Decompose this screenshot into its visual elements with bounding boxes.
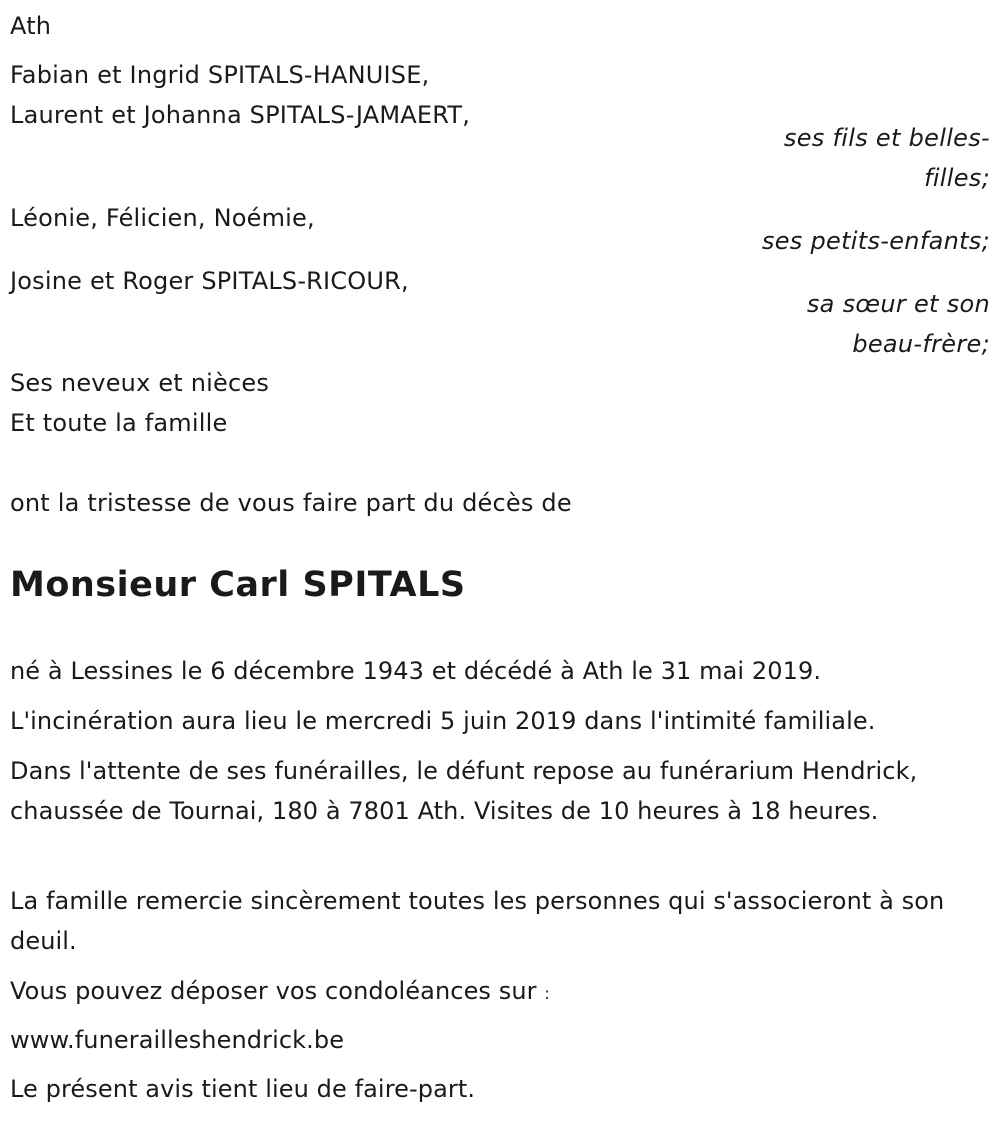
condolences-text: Vous pouvez déposer vos condoléances sur (10, 977, 537, 1005)
sons-role-line-2: filles; (924, 164, 990, 192)
grandchildren-names: Léonie, Félicien, Noémie, (10, 204, 315, 232)
grandchildren-role: ses petits-enfants; (761, 227, 990, 255)
rest-paragraph: Dans l'attente de ses funérailles, le défunt repose au funérarium Hendrick, chaussée de Tournai, 180 à 7801 Ath. Visites de 10 heures à 18 heures. (10, 757, 918, 825)
announcement-text: ont la tristesse de vous faire part du décès de (10, 489, 572, 517)
website-link: www.funerailleshendrick.be (10, 1026, 345, 1054)
sons-line-2: Laurent et Johanna SPITALS-JAMAERT, (10, 101, 471, 129)
sons-role-line-1: ses fils et belles- (783, 124, 990, 152)
thanks-paragraph: La famille remercie sincèrement toutes les personnes qui s'associeront à son deuil. (10, 887, 945, 955)
whole-family-line: Et toute la famille (10, 409, 228, 437)
location-label: Ath (10, 12, 52, 40)
condolences-paragraph (10, 971, 1000, 1014)
notice-paragraph: Le présent avis tient lieu de faire-part. (10, 1075, 476, 1103)
sister-role-line-1: sa sœur et son (806, 290, 990, 318)
nephews-line: Ses neveux et nièces (10, 369, 270, 397)
sister-names: Josine et Roger SPITALS-RICOUR, (10, 267, 409, 295)
birth-death-paragraph: né à Lessines le 6 décembre 1943 et décédé à Ath le 31 mai 2019. (10, 657, 822, 685)
condolences-colon: : (544, 984, 550, 1003)
sons-line-1: Fabian et Ingrid SPITALS-HANUISE, (10, 61, 430, 89)
sister-role-line-2: beau-frère; (852, 330, 990, 358)
deceased-name: Monsieur Carl SPITALS (10, 565, 466, 605)
cremation-paragraph: L'incinération aura lieu le mercredi 5 juin 2019 dans l'intimité familiale. (10, 707, 876, 735)
